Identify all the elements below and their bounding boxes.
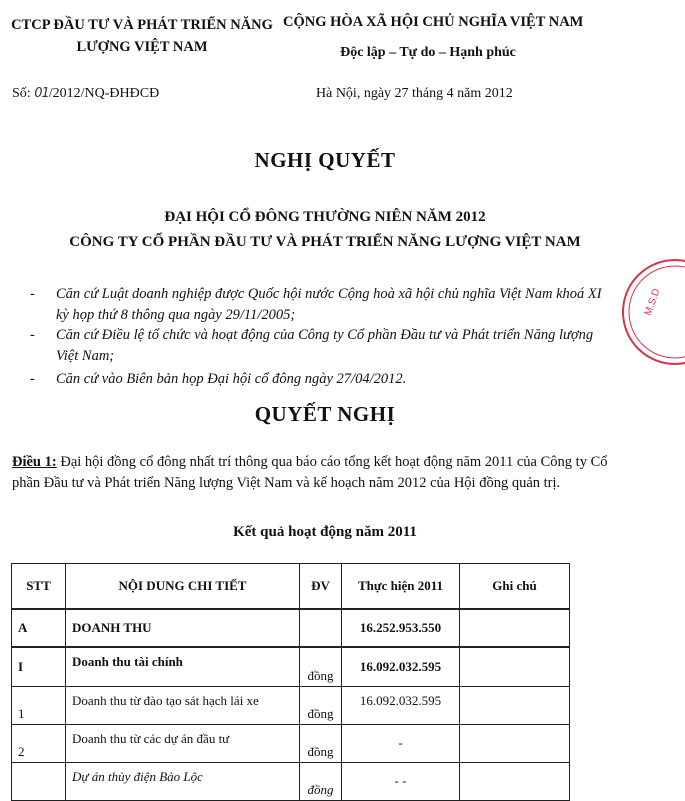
cell-note <box>460 686 570 724</box>
cell-unit: đồng <box>300 686 342 724</box>
header-unit: ĐV <box>300 564 342 610</box>
basis-item: - Căn cứ vào Biên bản họp Đại hội cổ đông ngày 27/04/2012. <box>32 369 612 390</box>
cell-actual: 16.092.032.595 <box>342 647 460 686</box>
cell-unit: đồng <box>300 724 342 762</box>
article-1-text: Đại hội đồng cổ đông nhất trí thông qua báo cáo tổng kết hoạt động năm 2011 của Công ty Cổ phần Đầu tư và Phát triển Năng lượng Việt Nam và kế hoạch năm 2012 của Hội đồng quản trị. <box>12 454 608 491</box>
cell-stt <box>12 762 66 800</box>
header-actual: Thực hiện 2011 <box>342 564 460 610</box>
article-1 <box>12 452 612 494</box>
header-note: Ghi chú <box>460 564 570 610</box>
cell-content: Doanh thu từ đào tạo sát hạch lái xe <box>66 686 300 724</box>
cell-content: Doanh thu tài chính <box>66 647 300 686</box>
place-date: Hà Nội, ngày 27 tháng 4 năm 2012 <box>316 86 513 101</box>
meeting-title-line-2: CÔNG TY CỔ PHẦN ĐẦU TƯ VÀ PHÁT TRIỂN NĂNG LƯỢNG VIỆT NAM <box>69 234 581 250</box>
document-number-suffix: /2012/NQ-ĐHĐCĐ <box>48 86 160 101</box>
company-name: CTCP ĐẦU TƯ VÀ PHÁT TRIỂN NĂNG LƯỢNG VIỆT NAM <box>11 17 273 55</box>
cell-actual: - - <box>342 762 460 800</box>
resolution-title: NGHỊ QUYẾT <box>254 148 396 172</box>
table-row <box>12 724 570 762</box>
cell-actual: 16.252.953.550 <box>342 609 460 647</box>
article-1-label: Điều 1: <box>12 454 57 470</box>
nation-title: CỘNG HÒA XÃ HỘI CHỦ NGHĨA VIỆT NAM <box>283 14 584 30</box>
cell-unit: đồng <box>300 762 342 800</box>
nation-motto: Độc lập – Tự do – Hạnh phúc <box>340 45 516 60</box>
header-stt: STT <box>12 564 66 610</box>
basis-item: - Căn cứ Luật doanh nghiệp được Quốc hội nước Cộng hoà xã hội chủ nghĩa Việt Nam khoá XI kỳ họp thứ 8 thông qua ngày 29/11/2005; <box>32 284 612 326</box>
basis-text: Căn cứ vào Biên bản họp Đại hội cổ đông ngày 27/04/2012. <box>56 371 407 387</box>
results-table <box>11 563 570 801</box>
cell-stt: 1 <box>12 686 66 724</box>
meeting-title <box>0 205 650 255</box>
table-title: Kết quả hoạt động năm 2011 <box>233 524 417 540</box>
company-seal-stamp <box>615 252 685 372</box>
table-row <box>12 609 570 647</box>
document-number <box>12 86 159 102</box>
table-row <box>12 647 570 686</box>
cell-note <box>460 724 570 762</box>
document-number-handwritten: 01 <box>34 86 49 101</box>
basis-text: Căn cứ Luật doanh nghiệp được Quốc hội nước Cộng hoà xã hội chủ nghĩa Việt Nam khoá XI kỳ họp thứ 8 thông qua ngày 29/11/2005; <box>56 286 602 323</box>
meeting-title-line-1: ĐẠI HỘI CỔ ĐÔNG THƯỜNG NIÊN NĂM 2012 <box>164 209 486 225</box>
header-content: NỘI DUNG CHI TIẾT <box>66 564 300 610</box>
cell-stt: I <box>12 647 66 686</box>
table-row <box>12 686 570 724</box>
cell-actual: 16.092.032.595 <box>342 686 460 724</box>
basis-text: Căn cứ Điều lệ tổ chức và hoạt động của Công ty Cổ phần Đầu tư và Phát triển Năng lượng Việt Nam; <box>56 327 594 364</box>
svg-text:M.S.D: M.S.D <box>642 287 663 318</box>
cell-content: Doanh thu từ các dự án đầu tư <box>66 724 300 762</box>
cell-unit <box>300 609 342 647</box>
cell-note <box>460 762 570 800</box>
cell-content: DOANH THU <box>66 609 300 647</box>
cell-stt: A <box>12 609 66 647</box>
cell-note <box>460 647 570 686</box>
table-row <box>12 762 570 800</box>
cell-note <box>460 609 570 647</box>
document-number-prefix: Số: <box>12 86 31 101</box>
cell-unit: đồng <box>300 647 342 686</box>
cell-content: Dự án thủy điện Bảo Lộc <box>66 762 300 800</box>
table-header-row <box>12 564 570 610</box>
basis-item: - Căn cứ Điều lệ tổ chức và hoạt động của Công ty Cổ phần Đầu tư và Phát triển Năng lượng Việt Nam; <box>32 325 612 367</box>
decision-title: QUYẾT NGHỊ <box>254 402 396 426</box>
cell-stt: 2 <box>12 724 66 762</box>
cell-actual: - <box>342 724 460 762</box>
